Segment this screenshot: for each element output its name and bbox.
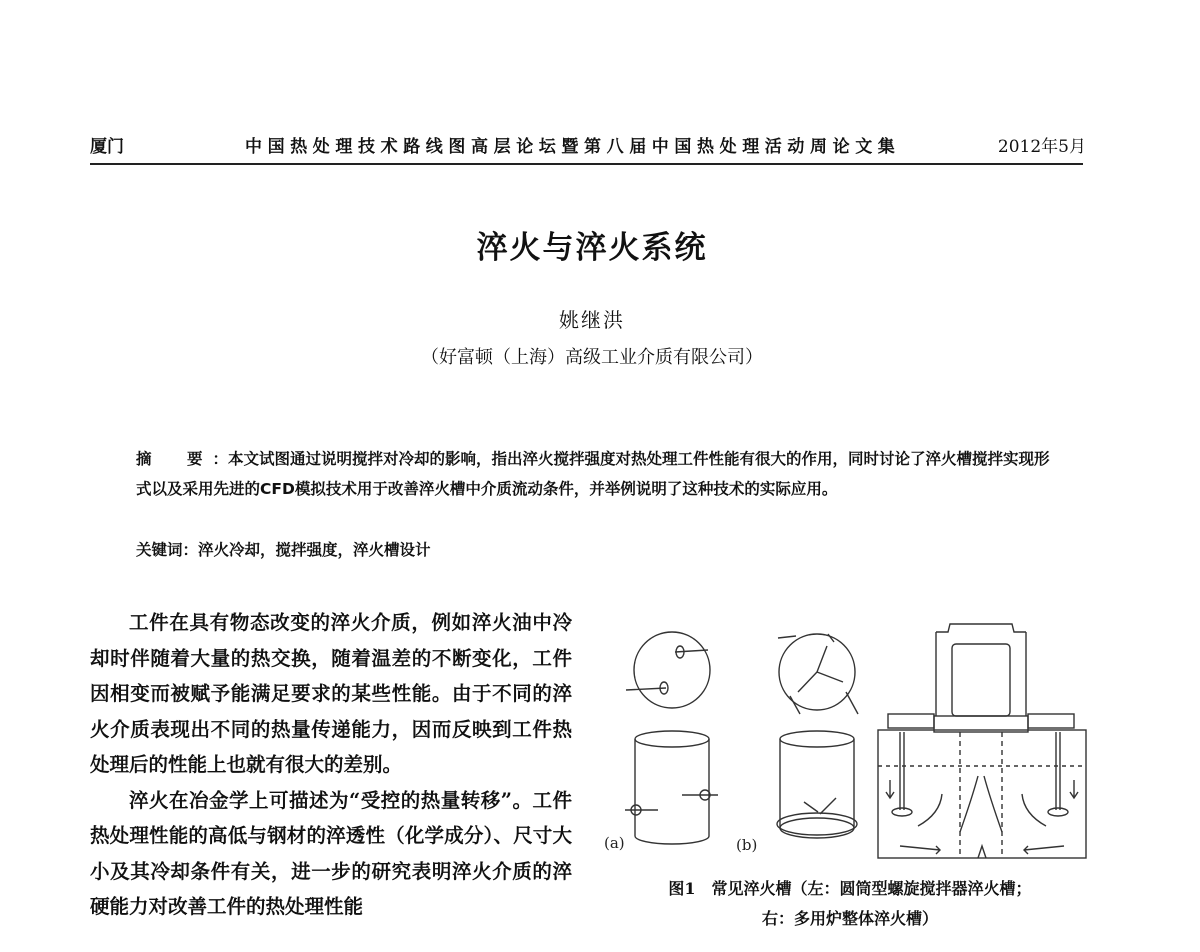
figure-label-b: (b) [736,836,758,854]
furnace-tank-diagram [878,624,1086,858]
header-location: 厦门 [90,137,124,157]
keywords-label: 关键词 [136,541,183,559]
paper-title: 淬火与淬火系统 [476,230,708,266]
header-date: 2012年5月 [997,137,1086,157]
body-paragraph-1: 工件在具有物态改变的淬火介质，例如淬火油中冷却时伴随着大量的热交换，随着温差的不断变化，工件因相变而被赋予能满足要求的某些性能。由于不同的淬火介质表现出不同的热量传递能力，因而反映到工件热处理后的性能上也就有很大的差别。 [90,611,572,776]
abstract [136,444,1052,504]
abstract-text: ：本文试图通过说明搅拌对冷却的影响，指出淬火搅拌强度对热处理工件性能有很大的作用，同时讨论了淬火槽搅拌实现形式以及采用先进的CFD模拟技术用于改善淬火槽中介质流动条件，并举例说明了这种技术的实际应用。 [136,450,1050,498]
paper-affiliation: （好富顿（上海）高级工业介质有限公司） [421,347,763,368]
figure-quench-tanks [600,618,1100,868]
header-rule [90,163,1083,165]
figure-caption-line-1: 图1 常见淬火槽（左：圆筒型螺旋搅拌器淬火槽； [668,879,1032,898]
header-proceedings-title: 中国热处理技术路线图高层论坛暨第八届中国热处理活动周论文集 [245,137,901,157]
body-text [90,605,572,925]
figure-label-a: (a) [604,834,625,852]
figure-caption-line-2: 右：多用炉整体淬火槽） [761,909,938,928]
tank-a-diagram [625,632,718,844]
abstract-label: 摘 要 [136,450,213,468]
keywords-text: ：淬火冷却，搅拌强度，淬火槽设计 [182,541,431,559]
paper-author: 姚继洪 [559,308,625,332]
body-paragraph-2: 淬火在冶金学上可描述为“受控的热量转移”。工件热处理性能的高低与钢材的淬透性（化学成分）、尺寸大小及其冷却条件有关，进一步的研究表明淬火介质的淬硬能力对改善工件的热处理性能 [90,788,572,918]
keywords [136,538,431,560]
tank-b-diagram [777,634,858,838]
